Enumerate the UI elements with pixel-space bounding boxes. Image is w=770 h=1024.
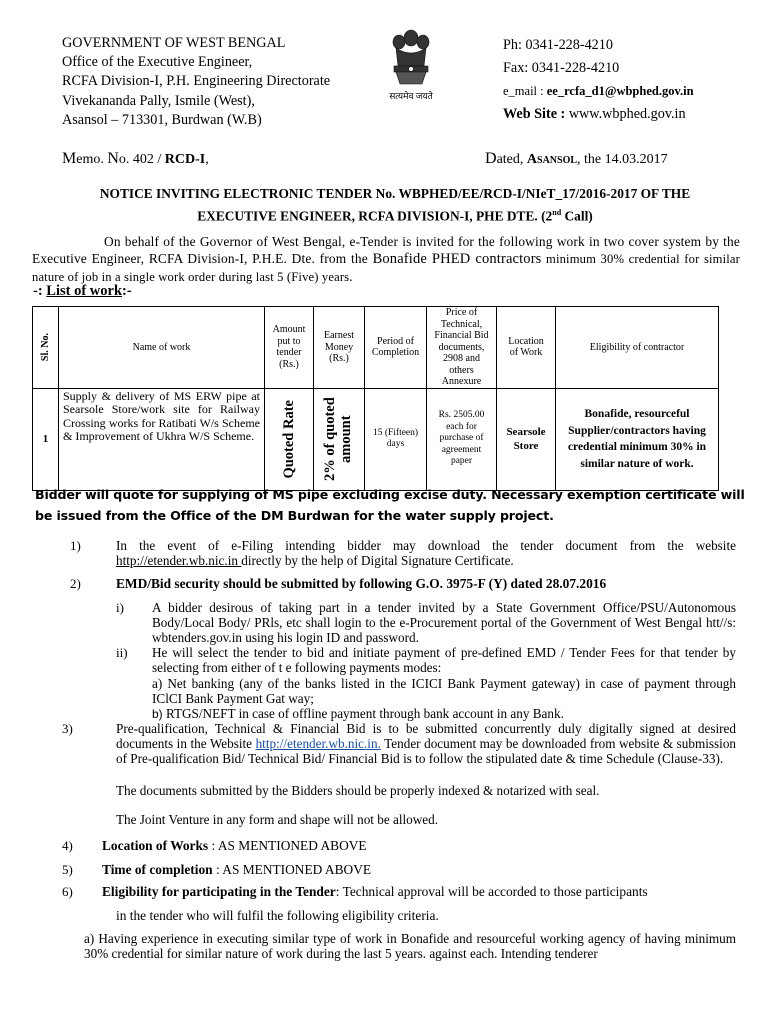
phone: Ph: 0341-228-4210: [503, 37, 613, 53]
state-emblem: [366, 28, 456, 110]
website: [503, 103, 694, 126]
clause-text: directly by the help of Digital Signature Certificate.: [241, 553, 514, 568]
cell-name: Supply & delivery of MS ERW pipe at Searsole Store/work site for Railway Crossing works for Ratibati W/s Scheme & Improvement of Ukhra W/S Scheme.: [59, 388, 265, 490]
list-heading-prefix: -:: [33, 283, 47, 299]
cell-eligibility: Bonafide, resourceful Supplier/contractors having credential minimum 30% in similar nature of work.: [556, 388, 719, 490]
email-label: e_mail :: [503, 84, 547, 98]
date-text: ated,: [496, 152, 527, 167]
list-heading-suffix: :-: [122, 283, 132, 299]
memo-letter: M: [62, 150, 77, 167]
th-sl: [33, 307, 59, 389]
memo-date: [485, 150, 668, 168]
th-location-label: Location of Work: [508, 335, 544, 359]
works-table: [32, 306, 719, 491]
address-line: Office of the Executive Engineer,: [62, 54, 253, 71]
title-text: Call): [561, 208, 593, 224]
th-earnest-label: Earnest Money (Rs.): [324, 330, 354, 364]
clause-text: Pre-qualification, Technical & Financial Bid is to be submitted concurrently duly digitally signed at desired documents in the Website: [116, 721, 736, 751]
clause-number: 3): [62, 721, 73, 736]
memo-division: RCD-I: [164, 152, 206, 167]
clause-number: 4): [62, 838, 73, 853]
clause-2-b: [152, 706, 736, 722]
title-text: EXECUTIVE ENGINEER, RCFA DIVISION-I, PHE DTE. (2: [197, 208, 553, 224]
memo-number: [62, 150, 209, 168]
clause-3: [116, 721, 736, 766]
clause-2-title: EMD/Bid security should be submitted by following G.O. 3975-F (Y) dated 28.07.2016: [116, 576, 607, 591]
tender-title: [40, 184, 750, 225]
website-link[interactable]: www.wbphed.gov.in: [568, 106, 686, 122]
clause-number: ii): [116, 645, 128, 660]
office-address: [62, 34, 330, 130]
date-place: Asansol: [526, 152, 578, 167]
clause-1: [116, 538, 736, 568]
clause-value: : AS MENTIONED ABOVE: [208, 838, 367, 853]
cell-period-text: 15 (Fifteen) days: [372, 427, 419, 449]
address-line: GOVERNMENT OF WEST BENGAL: [62, 35, 286, 51]
clause-text: : Technical approval will be accorded to those participants: [335, 884, 648, 899]
th-location: [497, 307, 556, 389]
cell-earnest-text: 2% of quoted amount: [322, 397, 354, 481]
table-row: [33, 388, 719, 490]
clause-text: In the event of e-Filing intending bidder may download the tender document from the website: [116, 538, 736, 553]
cell-amount: [265, 388, 314, 490]
th-sl-label: Sl. No.: [40, 333, 51, 362]
memo-text: o. 402 /: [118, 152, 165, 167]
list-heading-label: List of work: [46, 283, 123, 299]
clause-label: Time of completion: [102, 862, 213, 877]
clause-2-ii: He will select the tender to bid and initiate payment of pre-defined EMD / Tender Fees for that tender by selecting from either of t e following payments modes:: [152, 645, 736, 675]
memo-text: ,: [205, 152, 209, 167]
clause-4: [102, 838, 722, 853]
clause-6: [102, 884, 738, 899]
clause-2-b-label: b): [152, 707, 163, 721]
memo-text: emo.: [76, 152, 108, 167]
clause-number: 6): [62, 884, 73, 899]
clause-2-b-text: RTGS/NEFT in case of offline payment through bank account in any Bank.: [162, 706, 564, 721]
th-amount-label: Amount put to tender (Rs.): [272, 324, 306, 370]
intro-paragraph: [32, 233, 740, 286]
etender-link[interactable]: http://etender.wb.nic.in: [116, 553, 242, 568]
website-label: Web Site :: [503, 106, 569, 122]
cell-period: [365, 388, 427, 490]
address-line: RCFA Division-I, P.H. Engineering Directorate: [62, 73, 331, 90]
ashoka-emblem-icon: [388, 28, 434, 90]
cell-sl: 1: [33, 388, 59, 490]
title-sup: nd: [552, 208, 562, 217]
intro-text: .: [349, 269, 353, 284]
th-amount: [265, 307, 314, 389]
clause-number: 1): [70, 538, 81, 553]
list-heading: [33, 283, 132, 300]
address-line: Vivekananda Pally, Ismile (West),: [62, 92, 255, 109]
date-letter: D: [485, 150, 497, 167]
cell-price: [427, 388, 497, 490]
clause-2-i: A bidder desirous of taking part in a tender invited by a State Government Office/PSU/Autonomous Body/Local Body/ PRls, etc shall login to the e-Procurement portal of the Government of West Bengal htt//s: wbtenders.gov.in using his login ID and password.: [152, 600, 736, 645]
intro-highlight: Bonafide PHED contractors: [372, 251, 542, 267]
clause-label: Eligibility for participating in the Tender: [102, 884, 336, 899]
th-price-label: Price of Technical, Financial Bid documents, 2908 and others Annexure: [434, 307, 489, 387]
th-period: [365, 307, 427, 389]
emblem-motto: सत्यमेव जयते: [389, 91, 433, 101]
th-earnest: [314, 307, 365, 389]
cell-location-text: Searsole Store: [506, 426, 546, 452]
clause-number: 5): [62, 862, 73, 877]
th-name: Name of work: [59, 307, 265, 389]
date-value: , the 14.03.2017: [577, 152, 668, 167]
address-line: Asansol – 713301, Burdwan (W.B): [62, 111, 262, 128]
etender-link[interactable]: http://etender.wb.nic.in.: [255, 736, 381, 751]
clause-6-cont: in the tender who will fulfil the following eligibility criteria.: [116, 908, 439, 923]
clause-2-a: a) Net banking (any of the banks listed in the ICICI Bank Payment gateway) in case of payment through IClCI Bank Payment Gat way;: [152, 676, 736, 706]
clause-3-joint-venture: The Joint Venture in any form and shape will not be allowed.: [116, 812, 439, 827]
title-line: NOTICE INVITING ELECTRONIC TENDER No. WBPHED/EE/RCD-I/NIeT_17/2016-2017 OF THE: [99, 186, 691, 201]
cell-price-text: Rs. 2505.00 each for purchase of agreement paper: [438, 410, 485, 467]
cell-location: [497, 388, 556, 490]
fax: Fax: 0341-228-4210: [503, 60, 620, 76]
email: [503, 80, 694, 103]
table-header-row: [33, 307, 719, 389]
intro-text: On behalf of the Governor of West Bengal, e-Tender is invited for the following work in two cover system by the Executive Engineer, RCFA Division-I, P.H.E. Dte. from the: [32, 234, 740, 266]
clause-number: 2): [70, 576, 81, 591]
clause-value: : AS MENTIONED ABOVE: [212, 862, 372, 877]
clause-label: Location of Works: [102, 838, 209, 853]
clause-3-documents: The documents submitted by the Bidders should be properly indexed & notarized with seal.: [116, 783, 600, 798]
title-line: [40, 203, 750, 225]
clause-number: i): [116, 600, 124, 615]
clause-6-a: a) Having experience in executing similar type of work in Bonafide and resourceful working agency of having minimum 30% credential for similar nature of work during the last 5 years. against each. Intending tenderer: [84, 931, 736, 961]
th-period-label: Period of Completion: [371, 335, 420, 359]
email-link[interactable]: ee_rcfa_d1@wbphed.gov.in: [546, 84, 694, 98]
th-eligibility: Eligibility of contractor: [556, 307, 719, 389]
clause-text: Tender document may be downloaded from website & submission of Pre-qualification Bid/ Technical Bid/ Financial Bid is to follow the stipulated date & time Schedule (Clause-33).: [116, 736, 737, 766]
contact-info: [503, 34, 694, 126]
intro-text: minimum 30% credential for similar nature of job in a single work order during last 5 (Five) years: [32, 252, 740, 284]
cell-earnest: [314, 388, 365, 490]
memo-letter: N: [107, 150, 119, 167]
bidder-note: Bidder will quote for supplying of MS pipe excluding excise duty. Necessary exemption certificate will be issued from the Office of the DM Burdwan for the water supply project.: [35, 487, 745, 523]
clause-5: [102, 862, 722, 877]
th-price: [427, 307, 497, 389]
cell-amount-text: Quoted Rate: [281, 399, 297, 479]
